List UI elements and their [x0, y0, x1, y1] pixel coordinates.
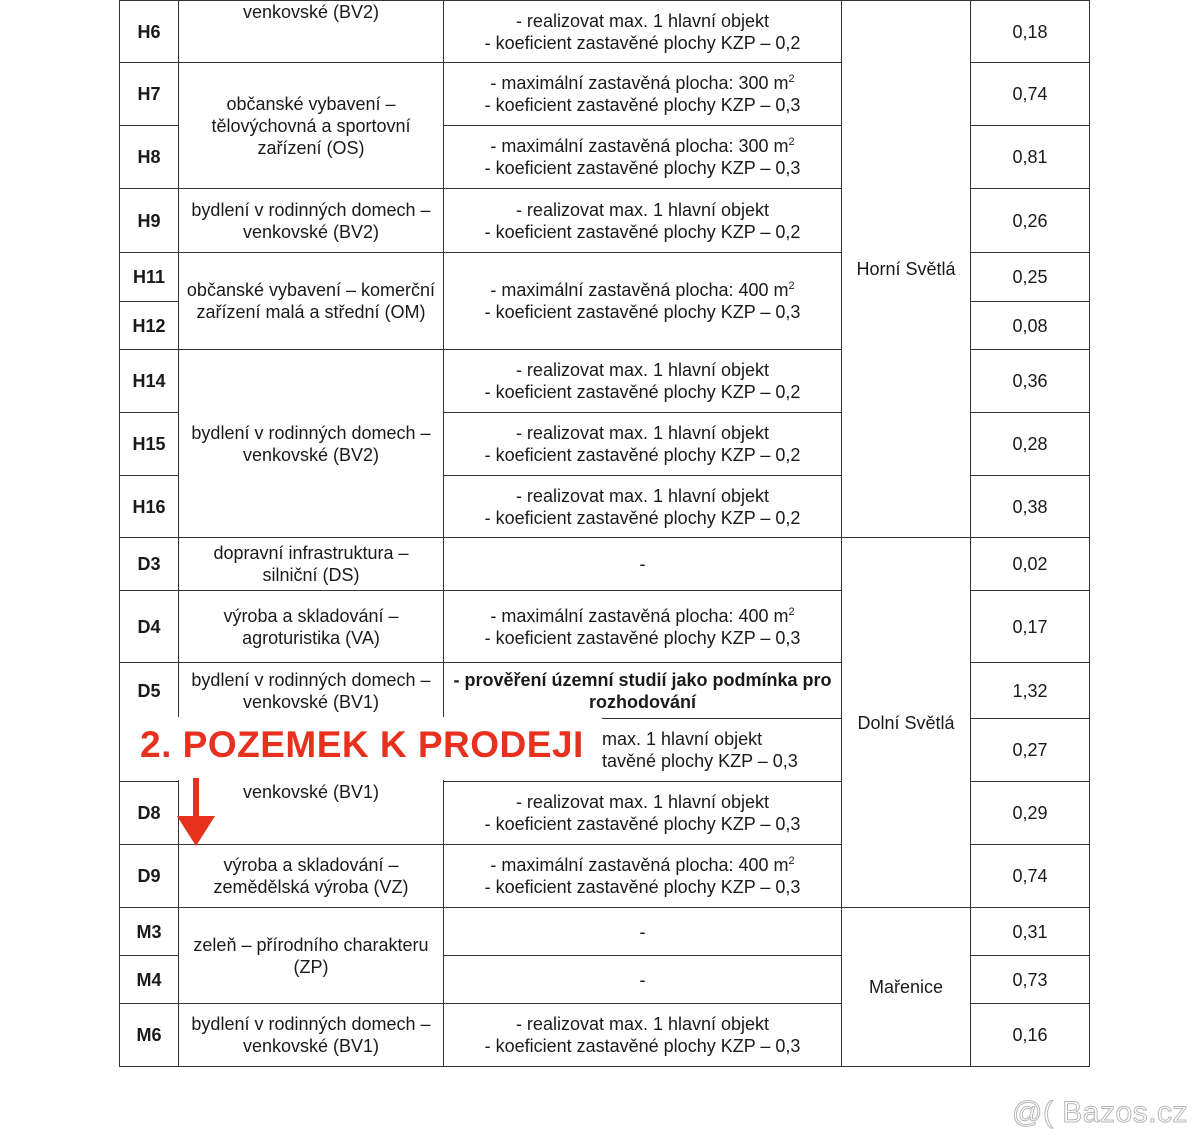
conditions-cell: - maximální zastavěná plocha: 300 $m^2$ - koeficient zastavěné plochy KZP – 0,3 [444, 63, 842, 126]
land-use-cell: bydlení v rodinných domech – venkovské (BV1) [179, 663, 444, 719]
value-cell: 0,74 [971, 845, 1090, 908]
value-cell: 0,73 [971, 956, 1090, 1004]
conditions-cell: - maximální zastavěná plocha: 400 $m^2$ - koeficient zastavěné plochy KZP – 0,3 [444, 591, 842, 663]
value-cell: 0,36 [971, 350, 1090, 413]
value-cell: 0,18 [971, 1, 1090, 63]
value-cell: 1,32 [971, 663, 1090, 719]
value-cell: 0,02 [971, 538, 1090, 591]
value-cell: 0,38 [971, 476, 1090, 538]
conditions-cell: - realizovat max. 1 hlavní objekt - koeficient zastavěné plochy KZP – 0,3 [444, 782, 842, 845]
conditions-cell: - maximální zastavěná plocha: 400 $m^2$ - koeficient zastavěné plochy KZP – 0,3 [444, 253, 842, 350]
land-use-cell: výroba a skladování – agroturistika (VA) [179, 591, 444, 663]
plot-code: M6 [120, 1004, 179, 1067]
conditions-cell: - realizovat max. 1 hlavní objekt - koeficient zastavěné plochy KZP – 0,3 [444, 1004, 842, 1067]
plot-code: D3 [120, 538, 179, 591]
value-cell: 0,28 [971, 413, 1090, 476]
value-cell: 0,16 [971, 1004, 1090, 1067]
land-use-cell: bydlení v rodinných domech – venkovské (BV2) [179, 189, 444, 253]
table-row [120, 908, 1090, 956]
plot-code: H7 [120, 63, 179, 126]
table-row [120, 1, 1090, 63]
plot-code: H6 [120, 1, 179, 63]
land-use-cell: občanské vybavení – komerční zařízení malá a střední (OM) [179, 253, 444, 350]
plot-code: D5 [120, 663, 179, 719]
conditions-cell: - realizovat max. 1 hlavní objekt - koeficient zastavěné plochy KZP – 0,2 [444, 189, 842, 253]
plot-code: D8 [120, 782, 179, 845]
sale-label: 2. POZEMEK K PRODEJI [140, 724, 584, 765]
value-cell: 0,81 [971, 126, 1090, 189]
land-use-cell: venkovské (BV2) [179, 1, 444, 63]
value-cell: 0,26 [971, 189, 1090, 253]
conditions-cell: - realizovat max. 1 hlavní objekt - koeficient zastavěné plochy KZP – 0,2 [444, 350, 842, 413]
conditions-cell: - [444, 956, 842, 1004]
conditions-cell: - maximální zastavěná plocha: 300 $m^2$ - koeficient zastavěné plochy KZP – 0,3 [444, 126, 842, 189]
value-cell: 0,74 [971, 63, 1090, 126]
plot-code: H9 [120, 189, 179, 253]
value-cell: 0,29 [971, 782, 1090, 845]
land-use-cell: bydlení v rodinných domech – venkovské (BV1) [179, 1004, 444, 1067]
plot-code: H14 [120, 350, 179, 413]
conditions-cell: max. 1 hlavní objekt tavěné plochy KZP – 0,3 [444, 719, 842, 782]
conditions-cell: - [444, 538, 842, 591]
land-use-cell: občanské vybavení – tělovýchovná a sportovní zařízení (OS) [179, 63, 444, 189]
plot-code: H8 [120, 126, 179, 189]
value-cell: 0,08 [971, 302, 1090, 350]
area-cell: Dolní Světlá [842, 538, 971, 908]
plot-code: M3 [120, 908, 179, 956]
table-row [120, 538, 1090, 591]
plot-code: H15 [120, 413, 179, 476]
land-use-cell: venkovské (BV1) [179, 719, 444, 845]
plot-code: D9 [120, 845, 179, 908]
value-cell: 0,27 [971, 719, 1090, 782]
area-cell: Mařenice [842, 908, 971, 1067]
conditions-cell: - realizovat max. 1 hlavní objekt - koeficient zastavěné plochy KZP – 0,2 [444, 1, 842, 63]
conditions-cell: - prověření územní studií jako podmínka pro rozhodování [444, 663, 842, 719]
watermark: @( Bazos.cz [1012, 1096, 1188, 1129]
land-use-cell: bydlení v rodinných domech – venkovské (BV2) [179, 350, 444, 538]
value-cell: 0,31 [971, 908, 1090, 956]
value-cell: 0,25 [971, 253, 1090, 302]
plot-code: H11 [120, 253, 179, 302]
plot-code: H16 [120, 476, 179, 538]
area-cell: Horní Světlá [842, 1, 971, 538]
conditions-cell: - [444, 908, 842, 956]
value-cell: 0,17 [971, 591, 1090, 663]
conditions-cell: - realizovat max. 1 hlavní objekt - koeficient zastavěné plochy KZP – 0,2 [444, 413, 842, 476]
plot-code: H12 [120, 302, 179, 350]
zoning-table [119, 0, 1090, 1067]
conditions-cell: - realizovat max. 1 hlavní objekt - koeficient zastavěné plochy KZP – 0,2 [444, 476, 842, 538]
plot-code: M4 [120, 956, 179, 1004]
land-use-cell: zeleň – přírodního charakteru (ZP) [179, 908, 444, 1004]
land-use-cell: dopravní infrastruktura – silniční (DS) [179, 538, 444, 591]
plot-code: D4 [120, 591, 179, 663]
arrow-down-icon [176, 778, 216, 848]
conditions-cell: - maximální zastavěná plocha: 400 $m^2$ - koeficient zastavěné plochy KZP – 0,3 [444, 845, 842, 908]
land-use-cell: výroba a skladování – zemědělská výroba (VZ) [179, 845, 444, 908]
